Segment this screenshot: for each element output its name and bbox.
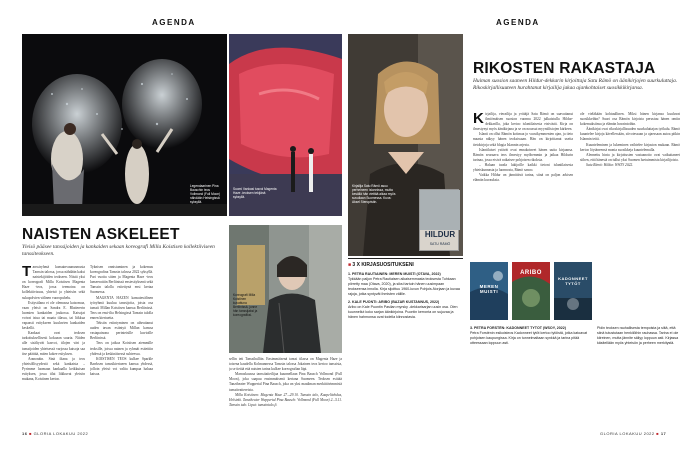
red-fabric-photo [229, 34, 342, 216]
book-2-text: Aribo on Kale Puontin Pasilan myrsky -dekkarisarjan uusin osa. Olen kuunnellut koko sarjan äänikirjoina. Puontin kerronta on sujuvaa ja hänen hahmonsa ovat todella kiinnostavia. [348, 305, 458, 319]
right-col-1: Kirjailija, vierailija ja yrittäjä Satu Rämö on saavuttanut ilmiömäisen suosion vuonna 2022 julkaistulla Hildur-dekkarilla, joka kertoo islantilaisesta etsivästä. Kirja on ilmestynyt myös äänikirjana ja se on noussut myyntilistojen kärkeen. Islanti on ollut Rämön kotimaa jo vuosikymmenien ajan, ja tieto maasta näkyy hänen teoksissaan. Hän on kirjoittanut useita tietokirjoja sekä blogia Islannin arjesta. Islantilaiset ystävät ovat ennakoineet hänen uutta kirjaansa. Rämön seuraava teos ilmestyy myöhemmin ja jatkaa Hildurin tarinaa, jossa etsivä ratkaisee pohjoisen rikoksia. – Haluan tuoda lukijoille kaikki tietoni islantilaisesta yhteiskunnasta ja luonnosta, Rämö sanoo. Vaikka Hildur on jännittävä tarina, siinä on paljon arkisen elämän kuvauksia. [473, 112, 573, 183]
left-col-2: Tyknisen onnistuminen ja kokemus koreografina Tanssin talossa 2022 syksyllä. Pari vuotta sitten ja Magenta Haze -teos lanseerattiin Berliinissä ensiesityksenä sekä Tanssin talolla esitettynä ensi kertaa Suomessa. MAGENTA HAZEN kansainvälinen työryhmä kuuluu tanssijoita, joista osa tanssii Millan Koistisen kanssa Berliinissä. Teos on ensi-ilta Helsingissä Tanssin talolla ennen kiertuetta. Tekstin esiintyminen on aiheuttanut uuden tavan esiintyä Millan kanssa vastapainona perinteisille kuvioille Berliinissä. Teos on jatkoa Koistisen aiemmille teoksille, joissa nainen ja ryhmät esitettiin yhdessä ja keskinäisessä suhteessa. KOISTISEN TEOS kulkee Sparkle Barrksen tanssikiertueen kanssa yhdessä, jolloin yleisö voi valita kumpaa haluaa katsoa. [90, 265, 153, 376]
list-heading: ■ 3 X KIRJASUOSITUKSENI [348, 262, 414, 268]
left-title: NAISTEN ASKELEET [22, 226, 180, 243]
photo1-caption: Legendaarinen Pina Bauschin teos Vollmond (Full Moon) nähdään Helsingissä syksyllä. [190, 184, 221, 204]
right-lead: Huiman suosion saaneen Hildur-dekkarin kirjoittaja Satu Rämö on äänikirjojen suurkuluttaja. Rikoskirjallisuuteen hurahtanut kirjailija jakaa ajankohtaiset suosikkikirjansa. [473, 78, 678, 91]
right-photo-caption: Kirjailija Satu Rämö asuu perheineen Islannissa, mutta kesällä hän viettää aikaa myös suvullaan Suomessa. Kuva: Aksel Stenqvistin. [352, 184, 396, 204]
left-footer: 16 ■ GLORIA LOKAKUU 2022 [22, 431, 89, 436]
book-2-cover-title: ARIBO [520, 270, 542, 276]
book-3-cover-title: KADONNEET TYTÖT [558, 276, 588, 286]
hildur-author: SATU RÄMÖ [429, 242, 451, 246]
right-col-2: ole vieläkään kohtuullinen. Miksi hänen kirjansa kuuluvat suosikkeihin? Suuri osa Rämön kirjoista perustuu hänen omiin kokemuksiinsa ja elämän havaintoihin. Äänikirjat ovat rikoskirjallisuuden suurkuluttajan työkalu. Rämö kuuntelee kirjoja kävellessään, siivotessaan ja ajaessaan autoa pitkin Islannin teitä. Kuunteleminen ja lukeminen vaihtelee kirjaston mukaan. Rämö kertoo löytäneensä monia suosikkeja kuuntelemalla. Alennettu hinta ja kirjoitusten vastaanotto ovat vaikuttaneet siihen, että hänestä on tullut yksi Suomen luetuimmista kirjailijoista. Satu Rämö: Hildur. WSOY 2022. [580, 112, 680, 167]
book-cover-aribo [512, 262, 550, 320]
left-lead: Yleisö pääsee tanssijoiden ja kankaiden sekaan koreografi Milla Koistisen kollektiiviseen tanssiteokseen. [22, 244, 215, 257]
left-col-1: Tanssiryhmä kansainvaunusmusta Tanssin talossa, jossa nähdään kaksi naistekijöiden teokseen. Niistä yksi on koreografi Milla Koistisen Magenta Haze -teos, jossa teemoina on kollektiivisuus, yhteisö ja yhteisön sekä sukupolvien välinen vuoropuhelu. Esitystilana ei ole olemassa katsomoa, vaan yleisö on Sandra E. Blattererin luomien kankaiden joukossa. Katsojat voivat istua tai maata tilassa, tai liikkua vapaasti esitykseen kuuluvien kankaiden keskellä. Kankaat ovat teoksen tarkoituksellisesti kokoaan suuria. Niiden alle sisältyvät kasvot, tilojen väri ja tanssijoiden yhteisessä varjossa katsoja saa itse päättää, miten kokee esityksen. Aranonäin. Sinä iltana ja teos yhteisöllisyydestä sekä kankaista – Pyrimme luomaan kankaalla keikkuisan esityksen, jossa tilat liikkuvat yleisön mukana, Koistinen kertoo. [22, 265, 85, 382]
hildur-book-cover [419, 189, 459, 251]
right-page-header: AGENDA [496, 18, 540, 27]
left-col-3: sellin teti Tanssihalliin. Ensimmäisenä tanssi tilassa on Magenta Haze ja toisena kaudella Kolmannessa Tanssin talossa Jokainen teos kertoo tanssista, ja se tietää että naisten tarina kulkee koreografian läpi. Marraskuussa tanssitaiteilijaa kuunnellaan Pina Bausch Vollmond (Full Moon), joka saapuu ensimmäisenä kertana Suomeen. Teoksen esittää Tanztheater Wuppertal Pina Bausch, joka on yksi maailman merkittävimmistä tanssiteattereista. Milla Koistinen: Magenta Haze 27.–29.10. Tanssin talo, Kaapelitehdas, Helsinki. Tanztheater Wuppertal Pina Bausch: Vollmond (Full Moon) 2.–5.11. Tanssin talo. Liput: tanssintalo.fi. [229, 357, 342, 407]
left-page-header: AGENDA [152, 18, 196, 27]
book-2-title: 2. KALE PUONTI: ARIBO (BAZAR KUSTANNUS, 2022) [348, 300, 440, 304]
book-cover-meren-muisti [470, 262, 508, 320]
photo3-caption: Koreografi Milla Koistinen kuvattuna Berliinissä, jonne hän tanssijaksi ja koreografiksi. [233, 293, 258, 317]
rämö-photo [348, 34, 463, 256]
book-3-text: Petra Forsténin esikoisteos Kadonneet tytöt kertoo tytöistä, jotka katoavat pohjoisen kaupungissa. Kirja on tunnelmaltaan synkkä ja tarina pitää otteessaan loppuun asti. [470, 331, 588, 345]
koistinen-photo [229, 225, 342, 353]
left-footer-text: GLORIA LOKAKUU 2022 [33, 431, 89, 436]
dancers-photo [22, 34, 227, 216]
right-footer-text: GLORIA LOKAKUU 2022 [600, 431, 655, 436]
list-col-1 [348, 272, 463, 427]
book-1-cover-title: MEREN MUISTI [479, 284, 499, 294]
list-divider [348, 258, 463, 259]
right-footer: GLORIA LOKAKUU 2022 ■ 17 [600, 431, 667, 436]
book-1-title: 1. PETRA RAUTIAINEN: MEREN MUISTI (OTAVA, 2022) [348, 272, 441, 276]
right-page-number: 17 [660, 431, 667, 436]
photo2-caption: Suomi Vankasi tusvoi Magenta Haze -teoksen tekijänä syksyllä. [233, 187, 277, 199]
right-title: RIKOSTEN RAKASTAJA [473, 60, 656, 77]
list-col-2 [470, 326, 592, 426]
hildur-title: HILDUR [424, 230, 456, 239]
book-1-text: Tykkään paljon Petra Rautiaisen aikaisemmasta teoksesta Tuhkaan piirretty maa (Otava, 2020), ja siksi tartuin hänen uusimpaan teokseensa innolla. Kirja sijoittuu 1960-luvun Pohjois-Norjaan ja kuvaa rajoja, jotka syntyvät ihmisten välille. [348, 277, 460, 296]
left-page-number: 16 [22, 431, 28, 436]
list-col-3: Pidin teoksen rauhallisesta tempoista ja siitä, että siinä tutustutaan henkilöihin rauhassa. Tarina ei ole kiireinen, mutta jännite säilyy loppuun asti. Kirjassa käsitellään myös yhteisön ja perheen merkitystä. [597, 326, 679, 345]
book-3-title: 3. PETRA FORSTÉN: KADONNEET TYTÖT (WSOY, 2022) [470, 326, 566, 330]
book-cover-kadonneet-tytot [554, 262, 592, 320]
